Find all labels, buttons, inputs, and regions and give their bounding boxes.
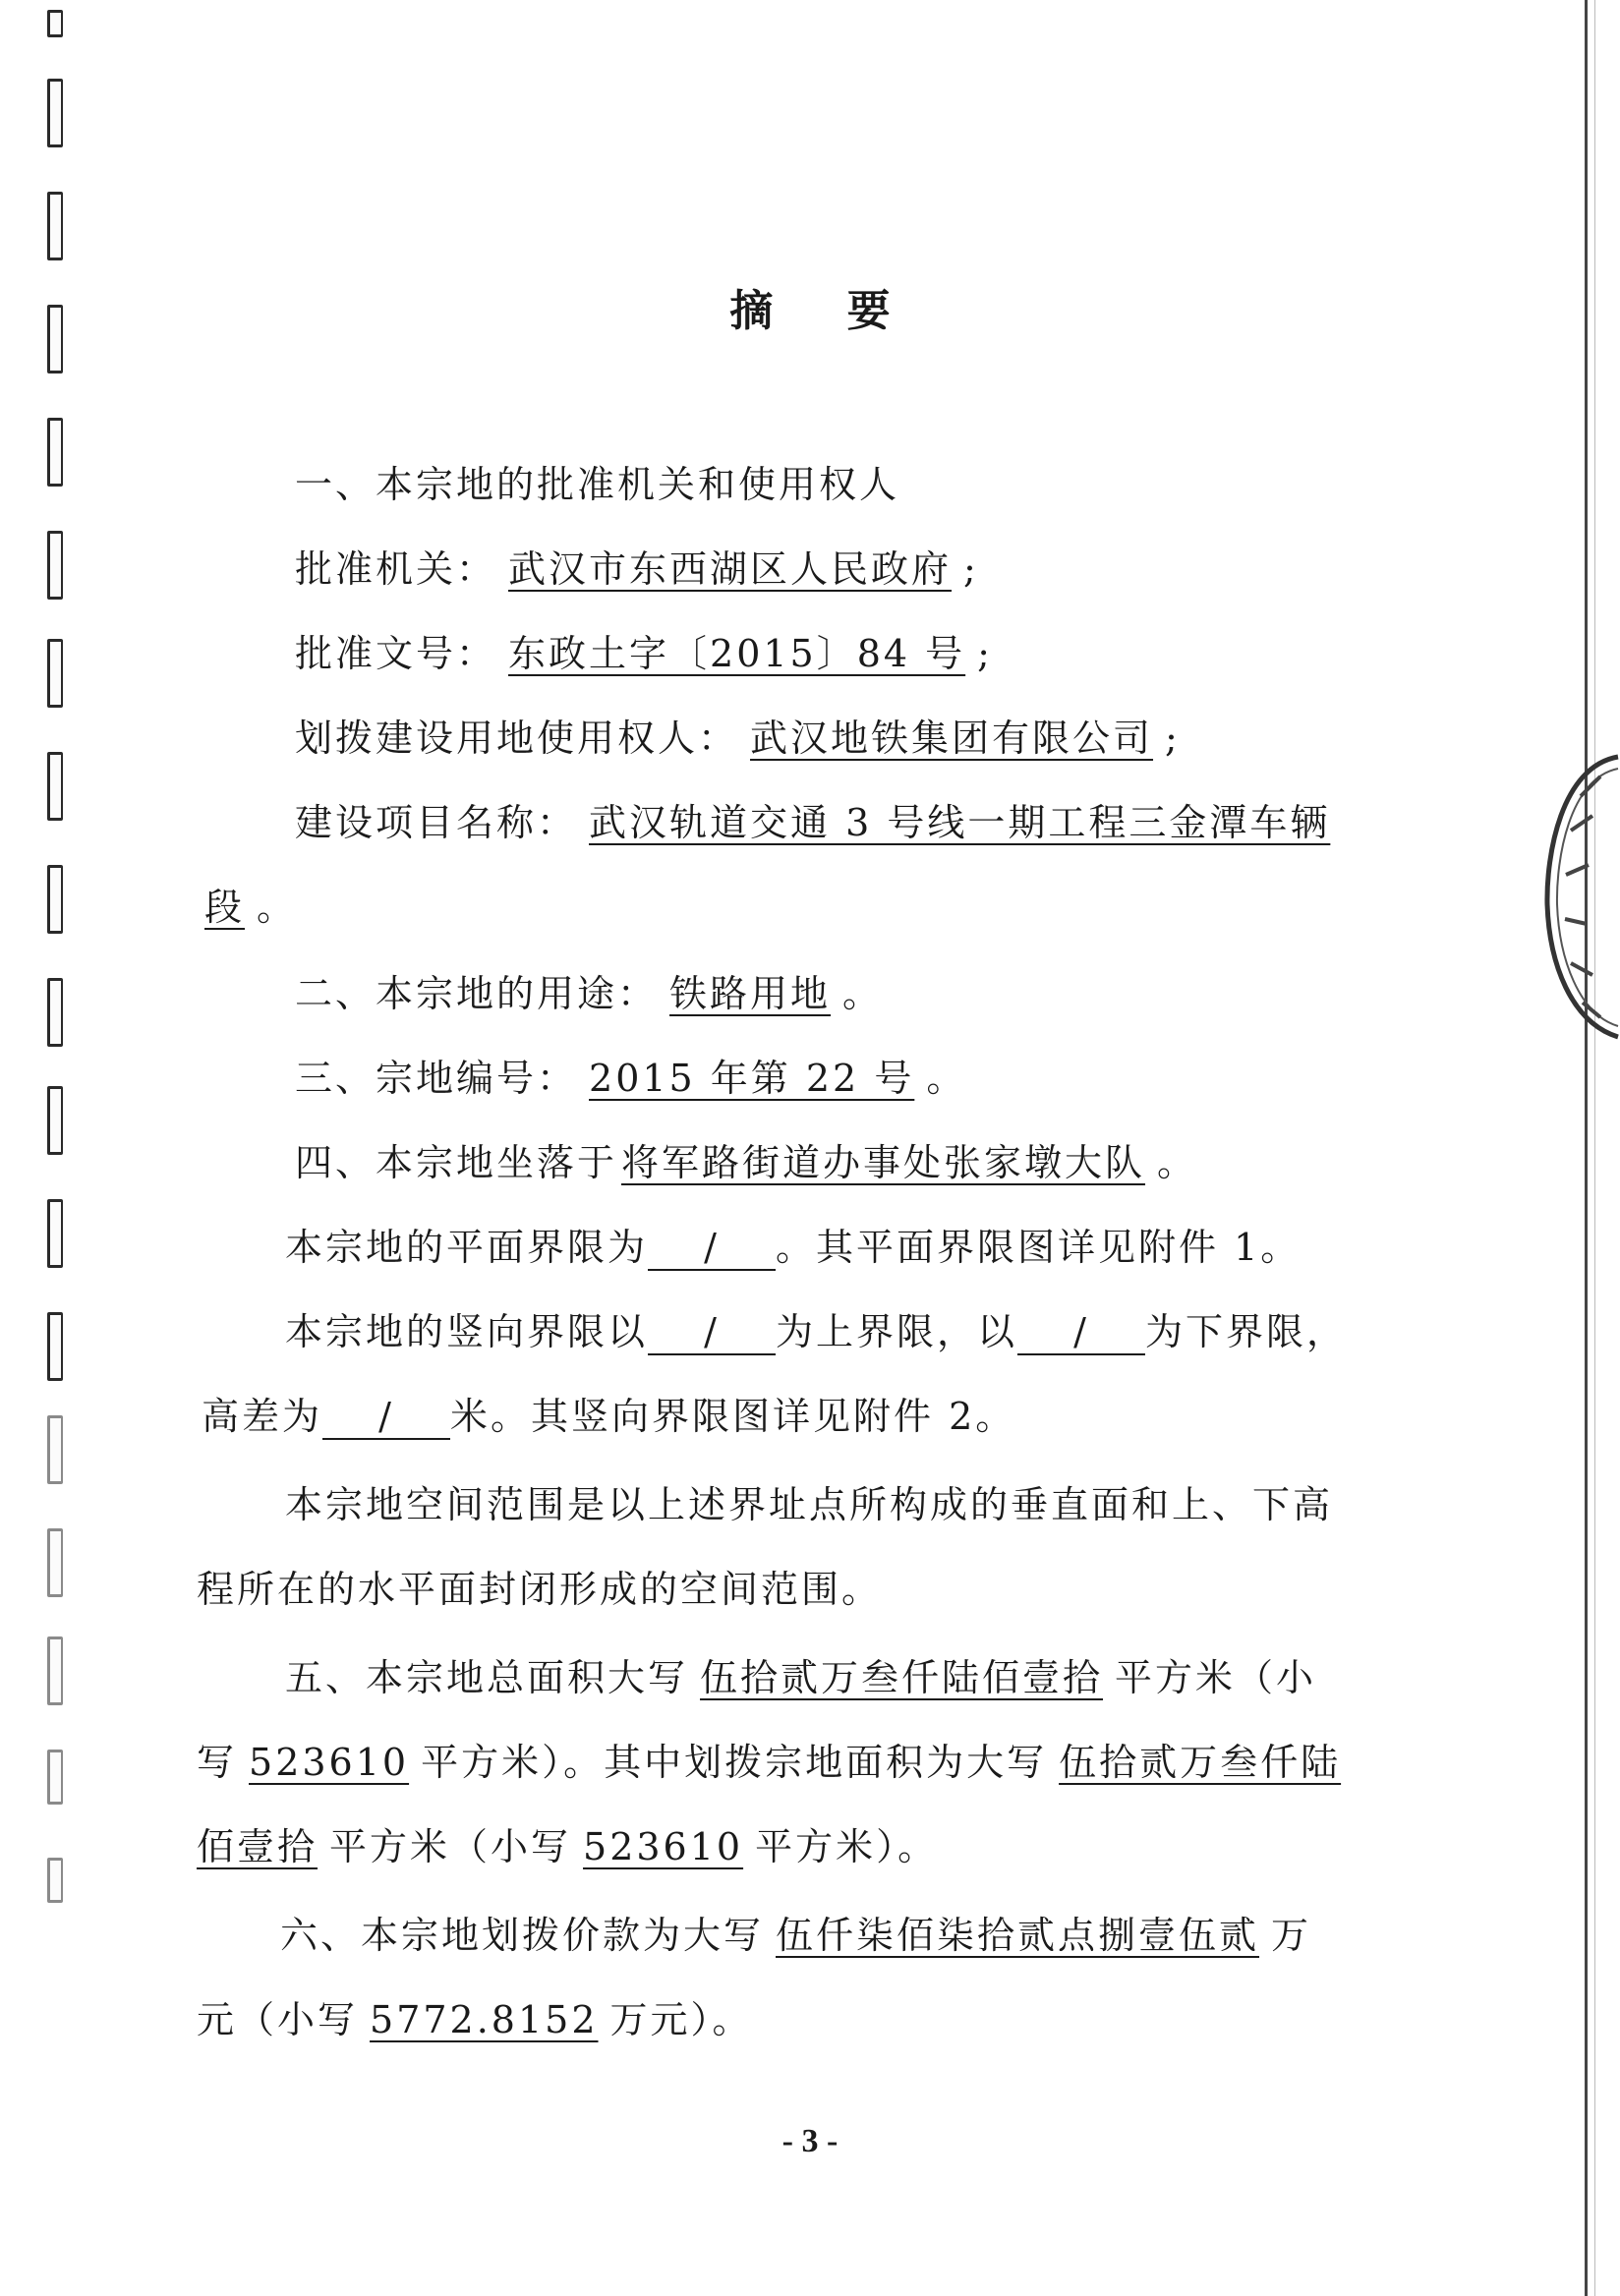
spatial-range-line-1: 本宗地空间范围是以上述界址点所构成的垂直面和上、下高: [285, 1483, 1334, 1526]
binding-hole: [47, 531, 63, 600]
authority-value: 武汉市东西湖区人民政府: [508, 547, 953, 591]
alloc-area-lower: 523610: [583, 1825, 744, 1868]
alloc-area-line-2: [197, 1816, 938, 1870]
project-name-line: [295, 792, 1342, 846]
binding-hole: [47, 978, 63, 1047]
vertical-boundary-mid: 为上界限，以: [776, 1310, 1018, 1353]
binding-hole: [47, 1086, 63, 1155]
parcel-number-line: [295, 1048, 966, 1102]
plane-boundary-line: [285, 1217, 1301, 1271]
parcel-number-label: 三、宗地编号：: [295, 1057, 578, 1100]
plane-boundary-text: 本宗地的平面界限为: [285, 1226, 649, 1269]
land-use-value: 铁路用地: [669, 972, 832, 1015]
binding-hole: [47, 1858, 63, 1903]
binding-hole: [47, 79, 63, 147]
price-end: 万元）。: [609, 1998, 753, 2041]
approval-doc-line: [295, 623, 993, 677]
binding-hole: [47, 1415, 63, 1484]
land-user-line: [295, 708, 1181, 762]
project-name-line-2: [197, 877, 297, 931]
section1-heading: 一、本宗地的批准机关和使用权人: [295, 463, 900, 506]
price-xiao: 元（小写: [197, 1998, 359, 2041]
spatial-range-line-2: 程所在的水平面封闭形成的空间范围。: [197, 1568, 883, 1611]
location-value: 将军路街道办事处张家墩大队: [621, 1141, 1146, 1184]
page-edge-shadow: [1594, 0, 1595, 2296]
project-label: 建设项目名称：: [295, 801, 578, 844]
project-value: 武汉轨道交通 3 号线一期工程三金潭车辆: [589, 801, 1331, 844]
land-use-end: 。: [842, 972, 884, 1015]
alloc-area-label: 平方米）。其中划拨宗地面积为大写: [421, 1741, 1048, 1784]
price-lower: 5772.8152: [370, 1998, 599, 2041]
vertical-boundary-text: 本宗地的竖向界限以: [285, 1310, 649, 1353]
total-area-lower: 523610: [249, 1741, 410, 1784]
vertical-boundary-line: [285, 1301, 1347, 1355]
total-area-unit: 平方米（小: [1115, 1656, 1317, 1699]
parcel-number-end: 。: [926, 1057, 967, 1100]
user-end: ;: [1165, 717, 1181, 760]
land-use-line: [295, 963, 883, 1017]
total-area-upper: 伍拾贰万叁仟陆佰壹拾: [700, 1656, 1104, 1699]
height-diff-text: 高差为: [202, 1395, 323, 1438]
plane-boundary-post: 。其平面界限图详见附件 1。: [776, 1226, 1302, 1269]
binding-hole: [47, 639, 63, 708]
binding-hole: [47, 1312, 63, 1381]
price-line-2: [197, 1989, 753, 2043]
authority-label: 批准机关：: [295, 547, 497, 591]
height-diff-post: 米。其竖向界限图详见附件 2。: [450, 1395, 1016, 1438]
lower-boundary-blank: /: [1017, 1310, 1145, 1355]
doc-label: 批准文号：: [295, 632, 497, 675]
alloc-area-upper: 伍拾贰万叁仟陆: [1059, 1741, 1342, 1784]
alloc-area-end: 平方米）。: [755, 1825, 939, 1868]
location-end: 。: [1157, 1141, 1198, 1184]
user-value: 武汉地铁集团有限公司: [750, 717, 1154, 760]
seal-stamp: [1541, 737, 1620, 1052]
binding-hole: [47, 752, 63, 821]
total-area-xiao: 写: [197, 1741, 238, 1784]
alloc-area-upper-cont: 佰壹拾: [197, 1825, 318, 1868]
project-value-cont: 段: [204, 886, 246, 929]
total-area-line-2: [197, 1732, 1353, 1786]
binding-hole: [47, 1750, 63, 1805]
location-label: 四、本宗地坐落于: [295, 1141, 618, 1184]
user-label: 划拨建设用地使用权人：: [295, 717, 739, 760]
project-end: 。: [257, 886, 298, 929]
binding-hole: [47, 1199, 63, 1268]
height-diff-blank: /: [322, 1395, 450, 1440]
vertical-boundary-post: 为下界限，: [1145, 1310, 1348, 1353]
page-number: - 3 -: [781, 2123, 839, 2159]
doc-end: ;: [977, 632, 993, 675]
binding-hole: [47, 192, 63, 260]
land-use-label: 二、本宗地的用途：: [295, 972, 659, 1015]
authority-end: ;: [963, 547, 979, 591]
height-diff-line: [202, 1386, 1015, 1440]
plane-boundary-blank: /: [648, 1226, 776, 1271]
price-label: 六、本宗地划拨价款为大写: [280, 1914, 765, 1957]
page-edge: [1585, 0, 1588, 2296]
doc-value: 东政土字〔2015〕84 号: [508, 632, 966, 675]
binding-hole: [47, 865, 63, 934]
binding-hole: [47, 1636, 63, 1705]
binding-hole: [47, 418, 63, 487]
page-title: 摘 要: [729, 286, 920, 336]
total-area-label: 五、本宗地总面积大写: [285, 1656, 689, 1699]
price-line: [280, 1905, 1311, 1959]
binding-hole: [47, 1528, 63, 1597]
parcel-number-value: 2015 年第 22 号: [589, 1057, 915, 1100]
price-unit: 万: [1271, 1914, 1312, 1957]
approval-authority-line: [295, 539, 979, 593]
location-line: [295, 1132, 1197, 1186]
upper-boundary-blank: /: [648, 1310, 776, 1355]
alloc-area-unit: 平方米（小写: [329, 1825, 572, 1868]
price-upper: 伍仟柒佰柒拾贰点捌壹伍贰: [776, 1914, 1260, 1957]
binding-hole: [47, 10, 63, 37]
total-area-line: [285, 1647, 1316, 1701]
